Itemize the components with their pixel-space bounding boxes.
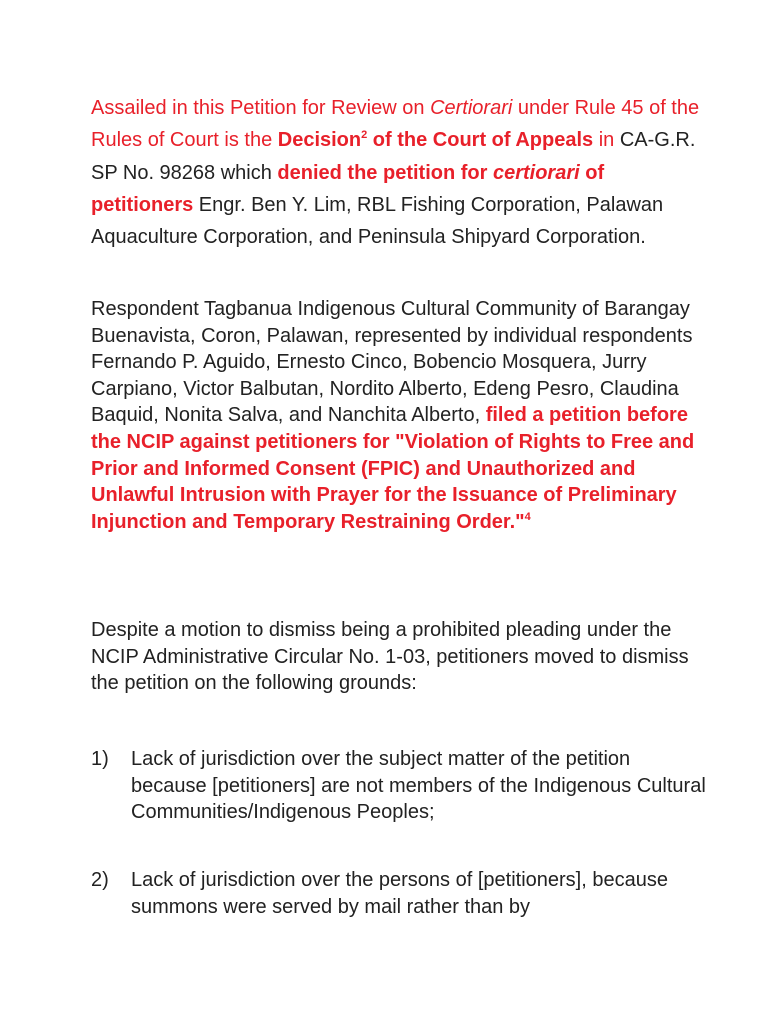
footnote-ref-2: 2 [361, 129, 368, 142]
list-item [91, 867, 711, 920]
list-item-text: Lack of jurisdiction over the subject matter of the petition because [petitioners] are not members of the Indigenous Cultural Communities/Indigenous Peoples; [131, 748, 706, 824]
list-item-number: 1) [91, 748, 109, 770]
list-item [91, 746, 711, 826]
grounds-list-item-2 [91, 867, 711, 920]
text-span-bold: denied the petition for [277, 161, 493, 184]
text-span-bold: Decision [277, 129, 362, 152]
text-span: Assailed in this Petition for Review on [91, 97, 431, 119]
text-span: under Rule 45 of the Rules of Court is the [91, 97, 700, 152]
text-span: Engr. Ben Y. Lim, RBL Fishing Corporation, Palawan Aquaculture Corporation, and Peninsula Shipyard Corporation. [91, 193, 664, 249]
text-span-bold: of the Court of Appeals [367, 129, 594, 152]
text-span-bold: of petitioners [91, 161, 605, 216]
text-span: Respondent Tagbanua Indigenous Cultural Community of Barangay Buenavista, Coron, Palawan, represented by individual respondents Fernando P. Aguido, Ernesto Cinco, Bobencio Mosquera, Jurry Carpiano, Victor Balbutan, Nordito Alberto, Edeng Pesro, Claudina Baquid, Nonita Salva, and Nanchita Alberto, [91, 298, 693, 427]
grounds-list-item-1 [91, 746, 711, 826]
text-span-italic: Certiorari [430, 97, 513, 119]
paragraph-motion-dismiss: Despite a motion to dismiss being a prohibited pleading under the NCIP Administrative Circular No. 1-03, petitioners moved to dismiss the petition on the following grounds: [91, 619, 689, 695]
footnote-ref-4: 4 [524, 510, 531, 523]
list-item-text: Lack of jurisdiction over the persons of [petitioners], because summons were served by mail rather than by [131, 869, 668, 918]
text-span: CA-G.R. SP No. 98268 which [91, 129, 696, 184]
paragraph-petition-review [91, 92, 711, 253]
list-item-number: 2) [91, 869, 109, 891]
text-span-bold-italic: certiorari [492, 161, 580, 184]
paragraph-respondent [91, 296, 711, 535]
text-span: in [593, 129, 620, 152]
text-span-bold: filed a petition before the NCIP against petitioners for "Violation of Rights to Free and Prior and Informed Consent (FPIC) and Unauthorized and Unlawful Intrusion with Prayer for the Issuance of Preliminary Injunction and Temporary Restraining Order." [91, 404, 695, 533]
